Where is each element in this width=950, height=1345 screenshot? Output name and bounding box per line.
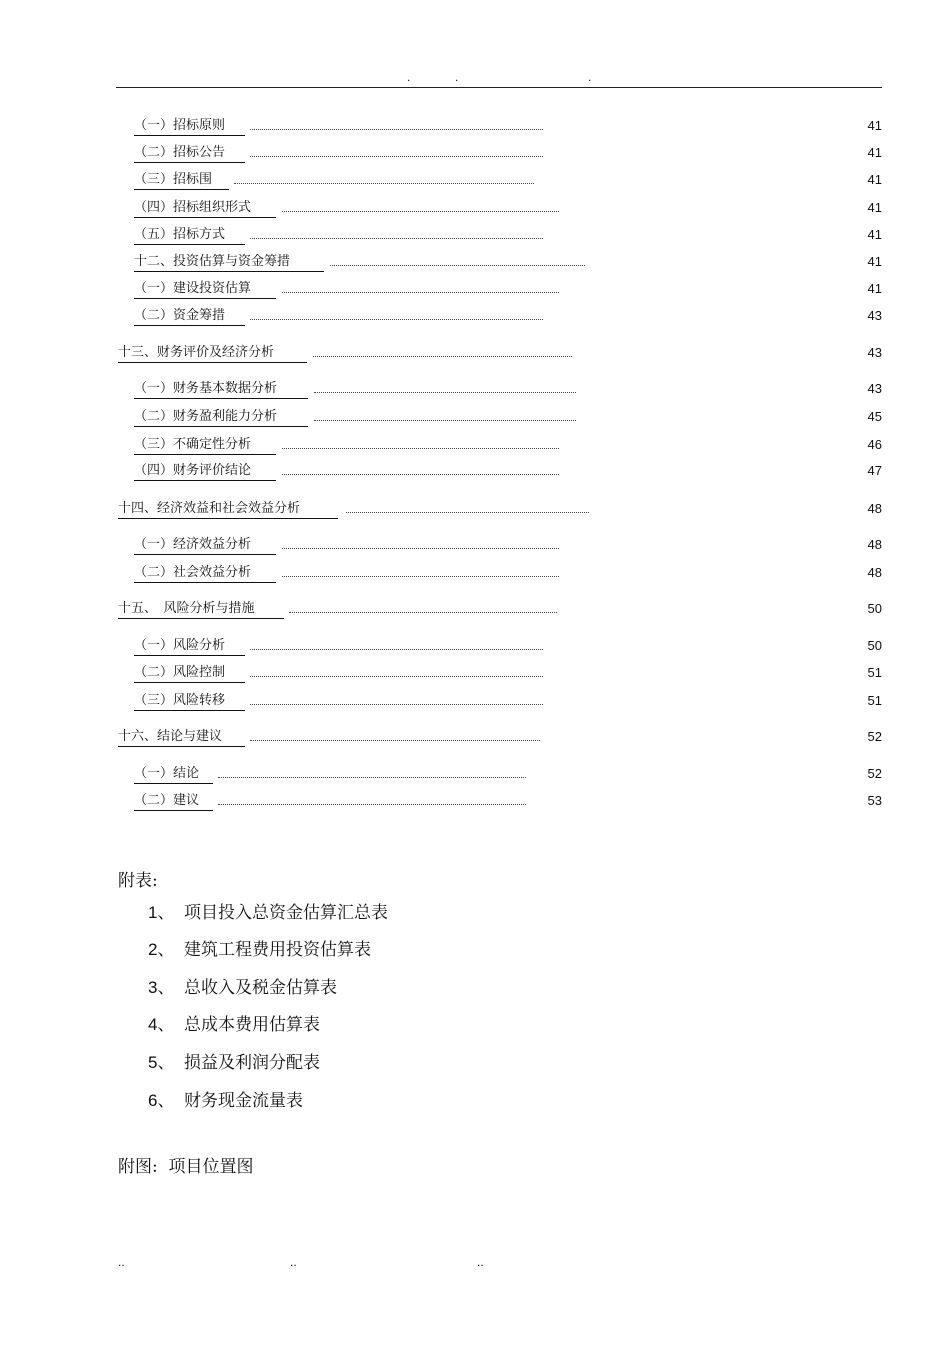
toc-page-number: 41 [867, 227, 882, 242]
toc-page-number: 53 [867, 793, 882, 808]
appendix-item-number: 4、 [148, 1015, 175, 1034]
toc-title[interactable]: （一）风险分析 [134, 637, 245, 656]
toc-title[interactable]: 十四、经济效益和社会效益分析 [118, 500, 338, 519]
toc-entry[interactable] [134, 765, 882, 785]
appendix-item-label: 建筑工程费用投资估算表 [184, 940, 371, 960]
toc-leader [250, 694, 543, 705]
toc-entry[interactable] [134, 408, 882, 428]
appendix-item [148, 1086, 303, 1111]
toc-page-number: 51 [867, 665, 882, 680]
toc-leader [289, 602, 557, 613]
toc-leader [282, 201, 559, 212]
toc-page-number: 48 [867, 501, 882, 516]
toc-page-number: 50 [867, 638, 882, 653]
toc-page-number: 50 [867, 601, 882, 616]
toc-page-number: 41 [867, 145, 882, 160]
appendix-item-number: 1、 [148, 903, 175, 922]
toc-entry[interactable] [118, 344, 882, 364]
toc-page-number: 43 [867, 345, 882, 360]
toc-title[interactable]: 十六、结论与建议 [118, 728, 245, 747]
toc-page-number: 51 [867, 693, 882, 708]
toc-title[interactable]: （一）财务基本数据分析 [134, 380, 308, 399]
toc-entry[interactable] [134, 436, 882, 456]
toc-entry[interactable] [134, 199, 882, 219]
toc-title[interactable]: （一）经济效益分析 [134, 536, 276, 555]
appendix-item-label: 损益及利润分配表 [184, 1053, 320, 1073]
appendix-item [148, 935, 371, 960]
toc-leader [250, 730, 540, 741]
toc-title[interactable]: （一）建设投资估算 [134, 280, 276, 299]
toc-title[interactable]: （一）招标原则 [134, 117, 245, 136]
toc-entry[interactable] [134, 171, 882, 191]
toc-entry[interactable] [134, 144, 882, 164]
toc-title[interactable]: （二）资金筹措 [134, 307, 245, 326]
appendix-item-number: 5、 [148, 1053, 175, 1072]
appendix-item-number: 6、 [148, 1091, 175, 1110]
appendix-item [148, 1048, 320, 1073]
toc-leader [282, 464, 559, 475]
toc-entry[interactable] [134, 280, 882, 300]
toc-title[interactable]: （二）风险控制 [134, 664, 245, 683]
toc-leader [282, 538, 559, 549]
footer-dot-3: .. [477, 1255, 484, 1269]
toc-leader [218, 794, 526, 805]
toc-page-number: 52 [867, 729, 882, 744]
appendix-figure [118, 1152, 254, 1177]
toc-title[interactable]: （二）建议 [134, 792, 213, 811]
toc-title[interactable]: （四）招标组织形式 [134, 199, 276, 218]
toc-page-number: 45 [867, 409, 882, 424]
appendix-item-number: 2、 [148, 940, 175, 959]
toc-title[interactable]: （三）招标围 [134, 171, 229, 190]
figure-label: 附图: [118, 1157, 158, 1177]
toc-title[interactable]: 十五、 风险分析与措施 [118, 600, 284, 619]
toc-entry[interactable] [134, 117, 882, 137]
header-dot-3: . [588, 70, 592, 84]
toc-leader [234, 173, 534, 184]
toc-page-number: 48 [867, 537, 882, 552]
appendix-item [148, 973, 337, 998]
toc-entry[interactable] [134, 226, 882, 246]
toc-entry[interactable] [134, 792, 882, 812]
toc-title[interactable]: （二）招标公告 [134, 144, 245, 163]
toc-leader [250, 146, 543, 157]
toc-entry[interactable] [134, 664, 882, 684]
toc-page-number: 41 [867, 281, 882, 296]
toc-leader [282, 438, 559, 449]
figure-text: 项目位置图 [168, 1157, 254, 1177]
toc-entry[interactable] [134, 564, 882, 584]
toc-leader [346, 502, 589, 513]
toc-entry[interactable] [134, 462, 882, 482]
footer-dots [0, 1255, 950, 1269]
toc-page-number: 41 [867, 118, 882, 133]
toc-entry[interactable] [134, 307, 882, 327]
header-dot-1: . [407, 70, 411, 84]
toc-leader [282, 566, 559, 577]
toc-title[interactable]: （三）不确定性分析 [134, 436, 276, 455]
header-dots [0, 70, 950, 84]
footer-dot-2: .. [290, 1255, 297, 1269]
toc-leader [218, 767, 526, 778]
toc-page-number: 41 [867, 172, 882, 187]
toc-page-number: 52 [867, 766, 882, 781]
toc-entry[interactable] [134, 692, 882, 712]
toc-leader [250, 228, 543, 239]
toc-entry[interactable] [118, 728, 882, 748]
toc-page-number: 48 [867, 565, 882, 580]
footer-dot-1: .. [118, 1255, 125, 1269]
appendix-item-label: 财务现金流量表 [184, 1091, 303, 1111]
toc-title[interactable]: （五）招标方式 [134, 226, 245, 245]
appendix-item-label: 总成本费用估算表 [184, 1015, 320, 1035]
toc-title[interactable]: （一）结论 [134, 765, 213, 784]
appendix-item [148, 1010, 320, 1035]
toc-entry[interactable] [134, 253, 882, 273]
toc-leader [330, 255, 585, 266]
toc-entry[interactable] [134, 536, 882, 556]
toc-leader [313, 346, 572, 357]
appendix-item-label: 总收入及税金估算表 [184, 978, 337, 998]
toc-title[interactable]: （二）财务盈利能力分析 [134, 408, 308, 427]
header-rule [116, 87, 882, 88]
toc-page-number: 41 [867, 200, 882, 215]
toc-leader [250, 119, 543, 130]
appendix-title: 附表: [118, 871, 158, 891]
toc-leader [250, 639, 543, 650]
toc-leader [314, 410, 576, 421]
toc-entry[interactable] [118, 500, 882, 520]
toc-page-number: 43 [867, 381, 882, 396]
toc-entry[interactable] [134, 380, 882, 400]
appendix-item-number: 3、 [148, 978, 175, 997]
toc-title[interactable]: （三）风险转移 [134, 692, 245, 711]
toc-leader [250, 309, 543, 320]
toc-leader [282, 282, 559, 293]
toc-leader [250, 666, 543, 677]
toc-title[interactable]: 十三、财务评价及经济分析 [118, 344, 307, 363]
toc-entry[interactable] [118, 600, 882, 620]
toc-entry[interactable] [134, 637, 882, 657]
toc-title[interactable]: （二）社会效益分析 [134, 564, 276, 583]
toc-title[interactable]: （四）财务评价结论 [134, 462, 276, 481]
toc-page-number: 41 [867, 254, 882, 269]
toc-page-number: 43 [867, 308, 882, 323]
toc-leader [314, 382, 576, 393]
toc-page-number: 47 [867, 463, 882, 478]
appendix-item-label: 项目投入总资金估算汇总表 [184, 903, 388, 923]
header-dot-2: . [455, 70, 459, 84]
toc-page-number: 46 [867, 437, 882, 452]
appendix-item [148, 898, 388, 923]
toc-title[interactable]: 十二、投资估算与资金筹措 [134, 253, 324, 272]
